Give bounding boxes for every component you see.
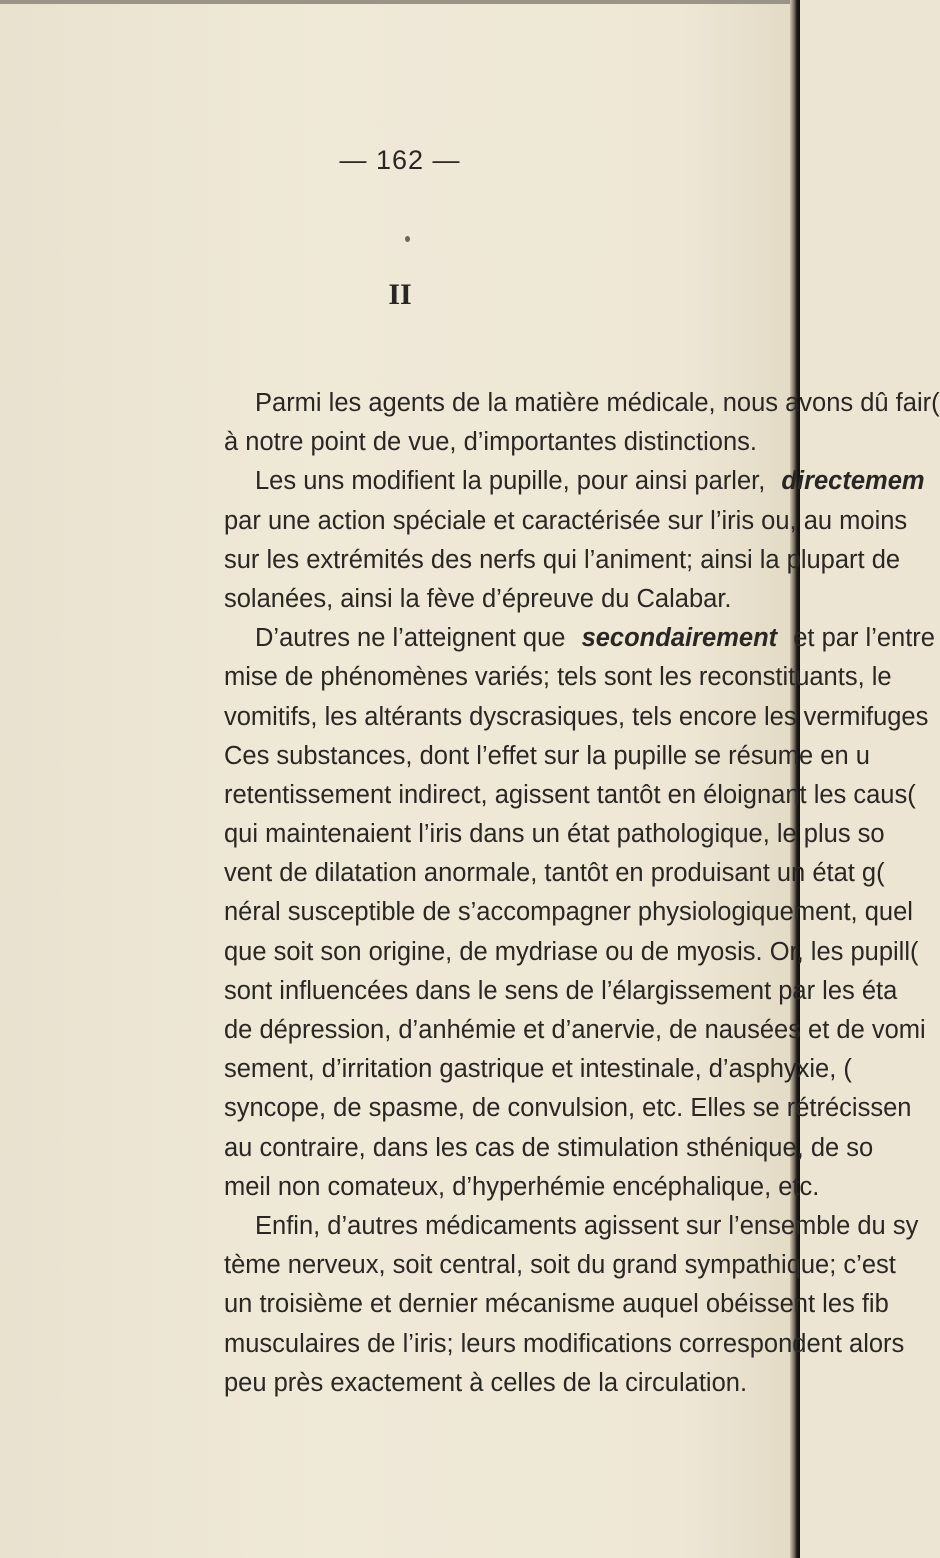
text-line: meil non comateux, d’hyperhémie encéphalique, etc. [224, 1172, 820, 1201]
text-line: sement, d’irritation gastrique et intestinale, d’asphyxie, ( [224, 1055, 852, 1084]
emphasis: secondairement [581, 624, 778, 653]
text-line: syncope, de spasme, de convulsion, etc. Elles se rétrécissen [224, 1094, 912, 1123]
text-line: qui maintenaient l’iris dans un état pathologique, le plus so [224, 820, 885, 849]
emphasis: directemem [781, 467, 925, 496]
text-line: Enfin, d’autres médicaments agissent sur l’ensemble du sy [255, 1211, 919, 1240]
text-line: un troisième et dernier mécanisme auquel obéissent les fib [224, 1290, 889, 1319]
text-line: D’autres ne l’atteignent que secondairement et par l’entre [255, 624, 935, 653]
text-line: Les uns modifient la pupille, pour ainsi parler, directemem [255, 467, 925, 496]
body-text [224, 384, 940, 1403]
text-line: Parmi les agents de la matière médicale, nous avons dû fair( [255, 389, 940, 417]
text-line: sont influencées dans le sens de l’élargissement par les éta [224, 976, 898, 1005]
page-top-edge [0, 0, 800, 4]
text-line: à notre point de vue, d’importantes distinctions. [224, 428, 757, 457]
text-line: tème nerveux, soit central, soit du grand sympathique; c’est [224, 1251, 896, 1280]
text-line: de dépression, d’anhémie et d’anervie, de nausées et de vomi [224, 1016, 926, 1044]
ink-speck [405, 236, 410, 242]
text-line: par une action spéciale et caractérisée sur l’iris ou, au moins [224, 506, 908, 535]
section-heading: II [388, 278, 412, 311]
text-line: Ces substances, dont l’effet sur la pupille se résume en u [224, 741, 870, 770]
text-line: néral susceptible de s’accompagner physiologiquement, quel [224, 898, 913, 927]
text-line: sur les extrémités des nerfs qui l’animent; ainsi la plupart de [224, 545, 901, 574]
text-line: solanées, ainsi la fève d’épreuve du Calabar. [224, 584, 732, 613]
text-line: musculaires de l’iris; leurs modifications correspondent alors [224, 1329, 905, 1358]
text-line: vent de dilatation anormale, tantôt en produisant un état g( [224, 859, 885, 888]
text-line: vomitifs, les altérants dyscrasiques, tels encore les vermifuges [224, 702, 929, 731]
text-line: au contraire, dans les cas de stimulation sthénique, de so [224, 1133, 874, 1162]
text-line: que soit son origine, de mydriase ou de myosis. Or, les pupill( [224, 937, 919, 966]
text-line: retentissement indirect, agissent tantôt en éloignant les caus( [224, 780, 916, 809]
text-line: peu près exactement à celles de la circulation. [224, 1368, 748, 1397]
text-line: mise de phénomènes variés; tels sont les reconstituants, le [224, 663, 892, 692]
page-number: — 162 — [339, 145, 461, 175]
